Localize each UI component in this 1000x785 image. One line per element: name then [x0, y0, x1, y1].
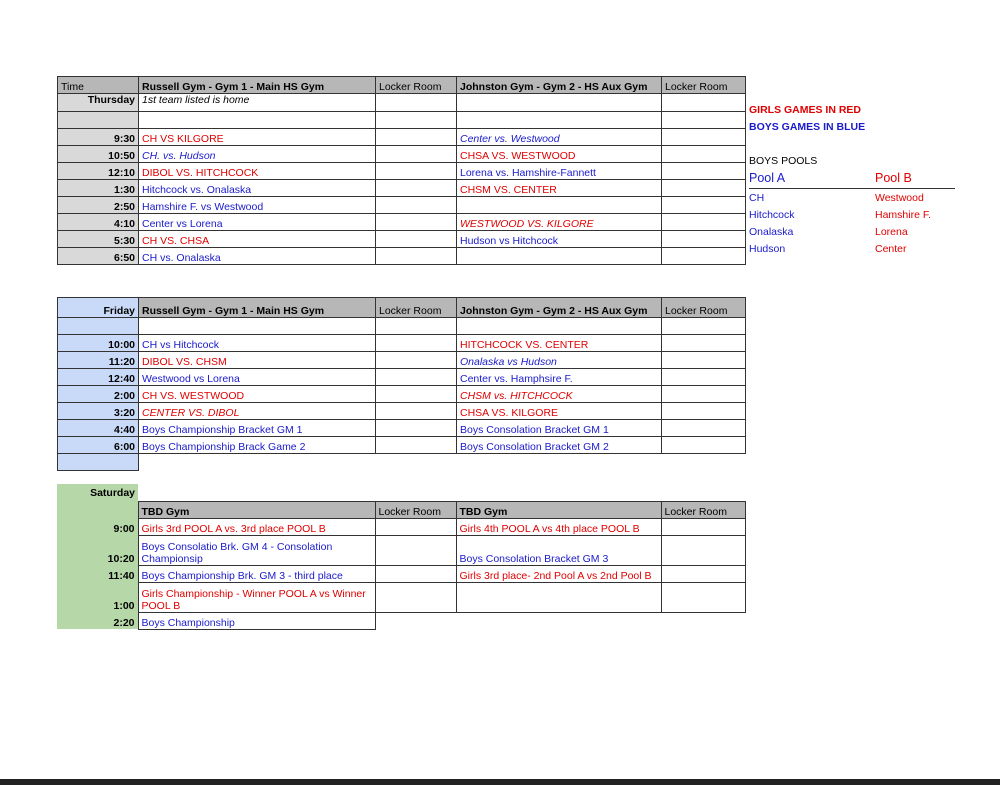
gym2-game: CHSA VS. WESTWOOD	[457, 146, 662, 163]
gym1-game: CENTER VS. DIBOL	[139, 403, 376, 420]
gym2-game: WESTWOOD VS. KILGORE	[457, 214, 662, 231]
table-row	[58, 335, 746, 352]
game-time: 4:10	[58, 214, 139, 231]
gym2-game	[457, 197, 662, 214]
table-row	[58, 197, 746, 214]
gym2-game: Onalaska vs Hudson	[457, 352, 662, 369]
table-row	[57, 535, 745, 565]
game-time: 6:00	[58, 437, 139, 454]
game-time: 11:20	[58, 352, 139, 369]
day-label: Friday	[58, 298, 139, 318]
table-row	[58, 403, 746, 420]
pool-b-team: Westwood	[875, 192, 924, 204]
gym2-game: Boys Consolation Bracket GM 3	[456, 535, 661, 565]
saturday-schedule-table	[57, 484, 746, 630]
bottom-edge-bar	[0, 779, 1000, 785]
pool-a-team: Onalaska	[749, 226, 794, 238]
saturday-day-row	[57, 484, 745, 501]
table-row	[58, 146, 746, 163]
table-row	[58, 437, 746, 454]
table-row	[57, 612, 745, 629]
game-time: 4:40	[58, 420, 139, 437]
game-time: 9:00	[57, 518, 138, 535]
locker-room-header: Locker Room	[375, 501, 456, 518]
game-time: 10:20	[57, 535, 138, 565]
pool-a-team: Hudson	[749, 243, 786, 255]
saturday-header-row	[57, 501, 745, 518]
gym2-header: Johnston Gym - Gym 2 - HS Aux Gym	[457, 77, 662, 94]
game-time: 3:20	[58, 403, 139, 420]
gym1-game: Boys Championship Brk. GM 3 - third place	[138, 565, 375, 582]
gym1-game: Boys Championship Bracket GM 1	[139, 420, 376, 437]
locker-room-header: Locker Room	[662, 298, 746, 318]
game-time: 12:40	[58, 369, 139, 386]
pool-b-team: Center	[875, 243, 907, 255]
gym1-game: CH VS KILGORE	[139, 129, 376, 146]
pool-b-title: Pool B	[875, 171, 912, 185]
gym1-game: Westwood vs Lorena	[139, 369, 376, 386]
gym1-header: Russell Gym - Gym 1 - Main HS Gym	[139, 77, 376, 94]
gym1-game: CH VS. CHSA	[139, 231, 376, 248]
table-row	[58, 112, 746, 129]
thursday-schedule-table	[57, 76, 746, 265]
game-time: 9:30	[58, 129, 139, 146]
table-row	[57, 582, 745, 612]
table-row	[58, 129, 746, 146]
gym2-game	[456, 582, 661, 612]
table-row	[58, 318, 746, 335]
gym1-game: Boys Consolatio Brk. GM 4 - Consolation Championsip	[138, 535, 375, 565]
home-team-note: 1st team listed is home	[139, 94, 376, 112]
game-time: 2:50	[58, 197, 139, 214]
gym1-game: CH. vs. Hudson	[139, 146, 376, 163]
gym1-game: Girls 3rd POOL A vs. 3rd place POOL B	[138, 518, 375, 535]
thursday-day-row	[58, 94, 746, 112]
gym2-game: Lorena vs. Hamshire-Fannett	[457, 163, 662, 180]
game-time: 6:50	[58, 248, 139, 265]
locker-room-header: Locker Room	[376, 77, 457, 94]
boys-color-legend: BOYS GAMES IN BLUE	[749, 121, 866, 133]
pool-divider	[749, 188, 955, 189]
game-time: 2:20	[57, 612, 138, 629]
tbd-gym-header: TBD Gym	[456, 501, 661, 518]
gym1-game: CH vs. Onalaska	[139, 248, 376, 265]
table-row	[58, 248, 746, 265]
girls-color-legend: GIRLS GAMES IN RED	[749, 104, 862, 116]
gym2-game: Center vs. Hamphsire F.	[457, 369, 662, 386]
gym1-game: CH VS. WESTWOOD	[139, 386, 376, 403]
gym1-game: CH vs Hitchcock	[139, 335, 376, 352]
locker-room-header: Locker Room	[662, 77, 746, 94]
day-label: Saturday	[57, 484, 138, 501]
gym2-game: Boys Consolation Bracket GM 2	[457, 437, 662, 454]
gym2-header: Johnston Gym - Gym 2 - HS Aux Gym	[457, 298, 662, 318]
gym2-game: Girls 3rd place- 2nd Pool A vs 2nd Pool B	[456, 565, 661, 582]
pool-a-team: CH	[749, 192, 765, 204]
game-time: 2:00	[58, 386, 139, 403]
table-row	[57, 518, 745, 535]
pool-b-team: Lorena	[875, 226, 908, 238]
locker-room-header: Locker Room	[376, 298, 457, 318]
gym1-game: Center vs Lorena	[139, 214, 376, 231]
table-row	[57, 565, 745, 582]
gym2-game	[457, 248, 662, 265]
game-time: 12:10	[58, 163, 139, 180]
gym2-game: CHSM vs. HITCHCOCK	[457, 386, 662, 403]
gym2-game: CHSA VS. KILGORE	[457, 403, 662, 420]
gym1-game: Hamshire F. vs Westwood	[139, 197, 376, 214]
game-time: 10:50	[58, 146, 139, 163]
pool-a-title: Pool A	[749, 171, 786, 185]
tbd-gym-header: TBD Gym	[138, 501, 375, 518]
game-time: 1:00	[57, 582, 138, 612]
table-row	[58, 231, 746, 248]
table-row	[58, 163, 746, 180]
friday-header-row	[58, 298, 746, 318]
gym2-game: Boys Consolation Bracket GM 1	[457, 420, 662, 437]
table-row	[58, 180, 746, 197]
gym1-game: Boys Championship	[138, 612, 375, 629]
table-row	[58, 454, 746, 471]
game-time: 11:40	[57, 565, 138, 582]
gym2-game: CHSM VS. CENTER	[457, 180, 662, 197]
gym2-game: HITCHCOCK VS. CENTER	[457, 335, 662, 352]
table-row	[58, 420, 746, 437]
gym1-header: Russell Gym - Gym 1 - Main HS Gym	[139, 298, 376, 318]
gym1-game: DIBOL VS. HITCHCOCK	[139, 163, 376, 180]
gym1-game: Girls Championship - Winner POOL A vs Winner POOL B	[138, 582, 375, 612]
locker-room-header: Locker Room	[661, 501, 745, 518]
friday-schedule-table	[57, 297, 746, 471]
day-label: Thursday	[58, 94, 139, 112]
game-time: 10:00	[58, 335, 139, 352]
table-row	[58, 214, 746, 231]
table-row	[58, 386, 746, 403]
table-row	[58, 352, 746, 369]
pool-a-team: Hitchcock	[749, 209, 795, 221]
gym2-game: Girls 4th POOL A vs 4th place POOL B	[456, 518, 661, 535]
boys-pools-title: BOYS POOLS	[749, 155, 818, 167]
time-header: Time	[58, 77, 139, 94]
gym2-game: Center vs. Westwood	[457, 129, 662, 146]
gym1-game: Hitchcock vs. Onalaska	[139, 180, 376, 197]
table-row	[58, 369, 746, 386]
pool-b-team: Hamshire F.	[875, 209, 932, 221]
game-time: 5:30	[58, 231, 139, 248]
gym2-game: Hudson vs Hitchcock	[457, 231, 662, 248]
gym1-game: DIBOL VS. CHSM	[139, 352, 376, 369]
game-time: 1:30	[58, 180, 139, 197]
gym1-game: Boys Championship Brack Game 2	[139, 437, 376, 454]
thursday-header-row	[58, 77, 746, 94]
